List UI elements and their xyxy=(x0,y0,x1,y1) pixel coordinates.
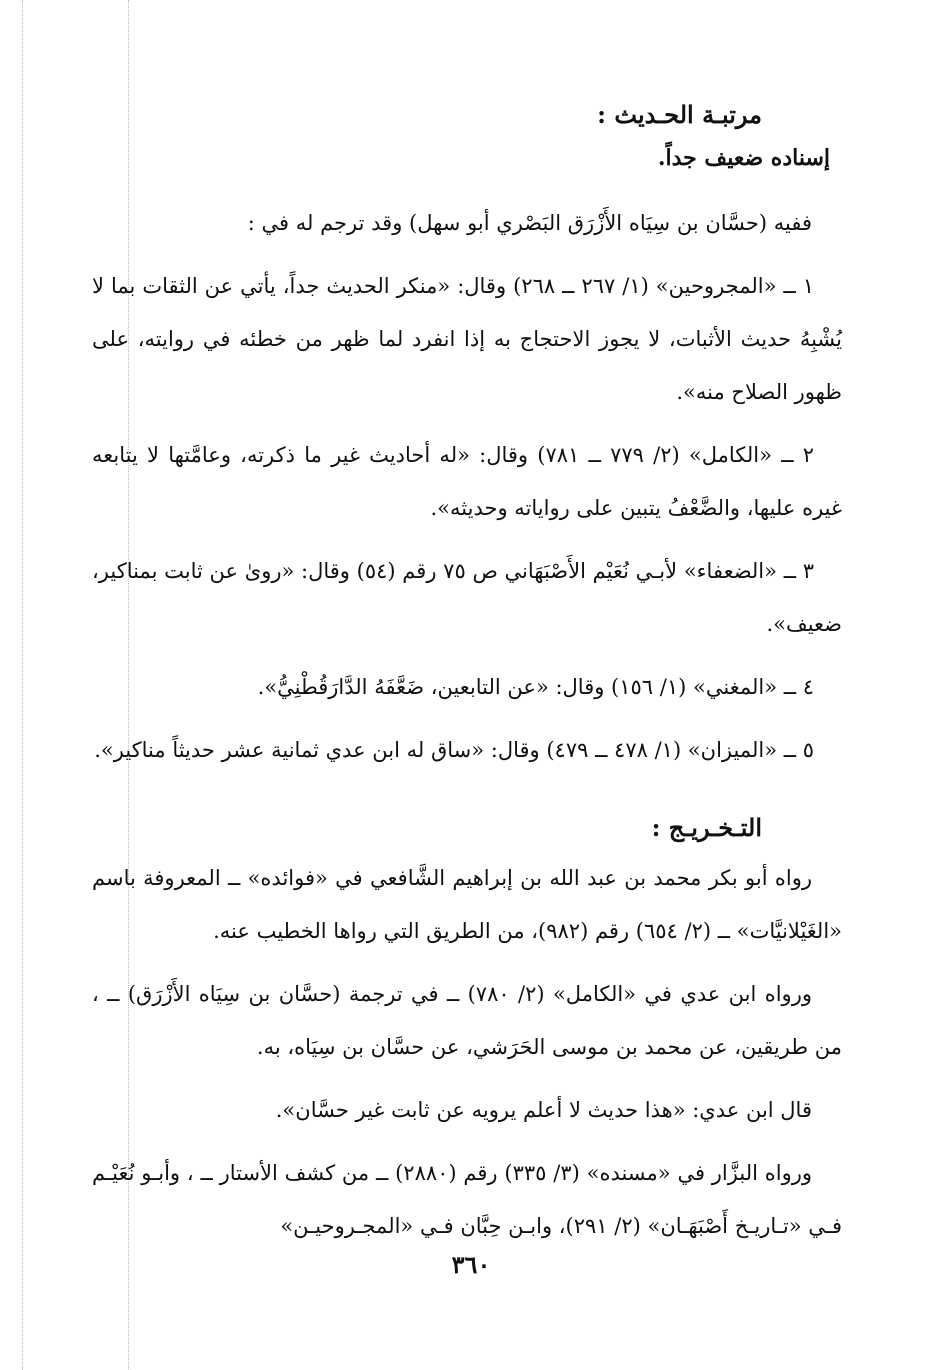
book-page xyxy=(92,100,842,1263)
scan-edge-left xyxy=(22,0,23,1370)
takhrij-paragraph-1: رواه أبو بكر محمد بن عبد الله بن إبراهيم الشَّافعي في «فوائده» ــ المعروفة باسم «الغَيْلانيَّات» ــ (٢/ ٦٥٤) رقم (٩٨٢)، من الطريق التي رواها الخطيب عنه. xyxy=(92,866,842,943)
takhrij-paragraph-4: ورواه البزَّار في «مسنده» (٣/ ٣٣٥) رقم (٢٨٨٠) ــ من كشف الأستار ــ ، وأبـو نُعَيْـم فـي «تـاريـخ أَصْبَهَـان» (٢/ ٢٩١)، وابـن حِبَّان فـي «المجـروحيـن» xyxy=(92,1161,842,1238)
narrator-intro: ففيه (حسَّان بن سِيَاه الأَزْرَق البَصْري أبو سهل) وقد ترجم له في : xyxy=(247,211,812,235)
source-item-3: ٣ ــ «الضعفاء» لأبـي نُعَيْم الأَصْبَهَاني ص ٧٥ رقم (٥٤) وقال: «روىٰ عن ثابت بمناكير، ضعيف». xyxy=(92,559,842,636)
source-item-5: ٥ ــ «الميزان» (١/ ٤٧٨ ــ ٤٧٩) وقال: «ساق له ابن عدي ثمانية عشر حديثاً مناكير». xyxy=(94,738,814,762)
source-item-1: ١ ــ «المجروحين» (١/ ٢٦٧ ــ ٢٦٨) وقال: «منكر الحديث جداً، يأتي عن الثقات بما لا يُشْبِهُ حديث الأثبات، لا يجوز الاحتجاج به إذا انفرد لما ظهر من خطئه في روايته، على ظهور الصلاح منه». xyxy=(92,274,842,404)
status-verdict: إسناده ضعيف جداً. xyxy=(657,145,830,171)
takhrij-paragraph-2: ورواه ابن عدي في «الكامل» (٢/ ٧٨٠) ــ في ترجمة (حسَّان بن سِيَاه الأَزْرَق) ــ ، من طريقين، عن محمد بن موسى الحَرَشي، عن حسَّان بن سِيَاه، به. xyxy=(92,982,842,1059)
source-item-4: ٤ ــ «المغني» (١/ ١٥٦) وقال: «عن التابعين، ضَعَّفَهُ الدَّارَقُطْنِيُّ». xyxy=(257,675,814,699)
source-item-2: ٢ ــ «الكامل» (٢/ ٧٧٩ ــ ٧٨١) وقال: «له أحاديث غير ما ذكرته، وعامَّتها لا يتابعه غيره عليها، والضَّعْفُ يتبين على رواياته وحديثه». xyxy=(92,443,842,520)
section-heading-takhrij: التـخـريـج : xyxy=(651,813,762,842)
section-heading-status: مرتبـة الحـديث : xyxy=(597,100,762,129)
page-number: ٣٦٠ xyxy=(451,1250,491,1279)
takhrij-paragraph-3: قال ابن عدي: «هذا حديث لا أعلم يرويه عن ثابت غير حسَّان». xyxy=(275,1098,812,1122)
